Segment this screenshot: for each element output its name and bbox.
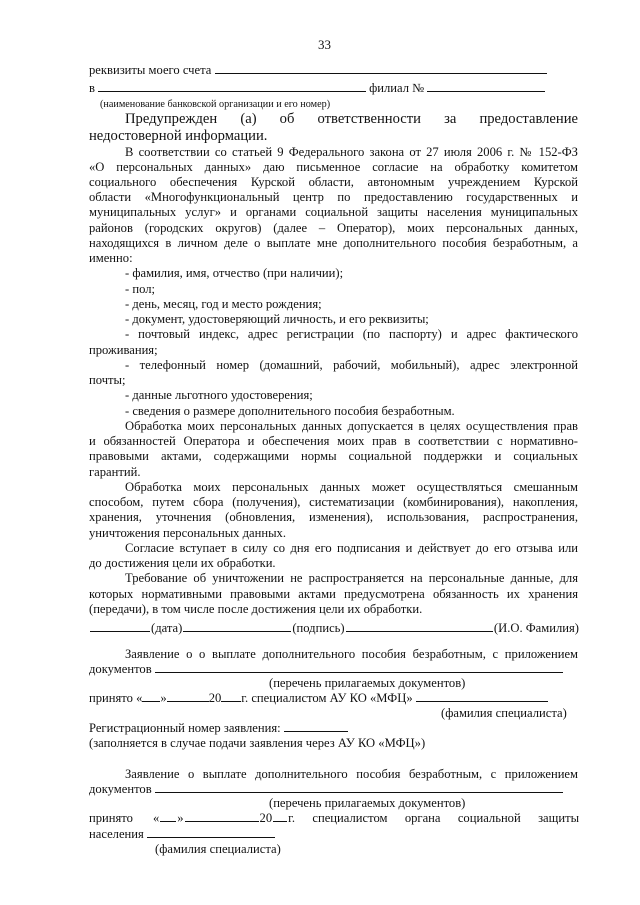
receipt1-spec-caption: (фамилия специалиста) [441,706,567,720]
consent-line: до достижения цели их обработки. [89,556,276,570]
consent-list-item: проживания; [89,343,158,357]
consent-line: «О персональных данных» даю письменное согласие на обработку комитетом [89,160,578,174]
consent-line: Обработка моих персональных данных может осуществляться смешанным [125,480,578,494]
consent-list-item: - пол; [125,282,155,296]
receipt2-docs-label: документов [89,782,152,796]
page-number: 33 [318,37,331,52]
warning-line-2: недостоверной информации. [89,128,268,144]
receipt2-accepted-label: принято [89,811,133,825]
quote-open: « [136,691,143,705]
specialist-word: специалистом [312,811,388,825]
consent-line: районов (городских округов) (далее – Оператор), моих персональных данных, [89,221,578,235]
consent-line: Согласие вступает в силу со дня его подписания и действует до его отзыва или [125,541,578,555]
receipt1-docs-caption: (перечень прилагаемых документов) [269,676,466,690]
consent-line: и обязанностей Оператора и обеспечения моих прав в соответствии с нормативно- [89,434,578,448]
signature-caption: (подпись) [292,621,345,635]
receipt2-accepted-line [89,811,579,826]
reg-note: (заполняется в случае подачи заявления через АУ КО «МФЦ») [89,736,426,750]
bank-prefix: в [89,81,95,95]
reg-number-label: Регистрационный номер заявления: [89,721,281,735]
consent-list-item: - день, месяц, год и место рождения; [125,297,322,311]
account-label: реквизиты моего счета [89,63,212,77]
year-prefix: 20 [208,691,222,705]
consent-list-item: - данные льготного удостоверения; [125,388,313,402]
receipt1-specialist-label: г. специалистом АУ КО «МФЦ» [241,691,413,705]
consent-line: находящихся в личном деле о выплате мне дополнительного пособия безработным, а [89,236,578,250]
consent-line: гарантий. [89,465,141,479]
population-label: населения [89,827,144,841]
consent-line: (передачи), в том числе после достижения цели их обработки. [89,602,423,616]
quote-open: « [152,811,160,825]
receipt2-population-line [89,827,578,842]
consent-line: именно: [89,251,133,265]
organ-word: органа [404,811,441,825]
receipt2-title: Заявление о выплате дополнительного пособия безработным, с приложением [125,767,578,781]
consent-line: Обработка моих персональных данных допускается в целях осуществления прав [125,419,578,433]
consent-list-item: - документ, удостоверяющий личность, и его реквизиты; [125,312,429,326]
consent-line: области «Многофункциональный центр по предоставлению государственных и [89,190,578,204]
receipt1-accepted-label: принято [89,691,133,705]
consent-line: В соответствии со статьей 9 Федерального закона от 27 июля 2006 г. № 152-ФЗ [125,145,578,159]
warning-line-1: Предупрежден (а) об ответственности за предоставление [125,111,578,127]
receipt1-reg-line [89,721,578,736]
consent-line: которых нормативными правовыми актами предусмотрена обязанность их хранения [89,587,578,601]
consent-line: способом, путем сбора (получения), систематизации (комбинирования), накопления, [89,495,578,509]
year-prefix: 20 [259,811,273,825]
protection-word: защиты [538,811,580,825]
consent-list-item: - телефонный номер (домашний, рабочий, мобильный), адрес электронной [125,358,578,372]
year-suffix: г. [288,811,296,825]
quote-close: » [177,811,184,825]
account-line [89,63,578,78]
receipt1-accepted-line [89,691,578,706]
social-word: социальной [457,811,521,825]
consent-line: правовыми актами, содержащими нормы социальной поддержки и социальных [89,449,578,463]
consent-list-item: - сведения о размере дополнительного пособия безработным. [125,404,455,418]
consent-line: Требование об уничтожении не распространяется на персональные данные, для [125,571,578,585]
branch-label: филиал № [369,81,425,95]
consent-list-item: почты; [89,373,126,387]
receipt1-title: Заявление о о выплате дополнительного пособия безработным, с приложением [125,647,578,661]
receipt1-docs-label: документов [89,662,152,676]
receipt1-docs-line [89,662,578,677]
consent-line: уничтожения персональных данных. [89,526,286,540]
quote-close: » [160,691,167,705]
date-caption: (дата) [151,621,183,635]
bank-line [89,81,578,96]
receipt2-spec-caption: (фамилия специалиста) [155,842,281,856]
bank-caption: (наименование банковской организации и его номер) [100,99,331,110]
receipt2-docs-caption: (перечень прилагаемых документов) [269,796,466,810]
consent-list-item: - почтовый индекс, адрес регистрации (по паспорту) и адрес фактического [125,327,578,341]
consent-line: социального обеспечения Курской области, автономным учреждением Курской [89,175,578,189]
consent-line: хранения, уточнения (обновления, изменения), использования, распространения, [89,510,578,524]
receipt2-docs-line [89,782,578,797]
consent-list-item: - фамилия, имя, отчество (при наличии); [125,266,344,280]
signature-row [89,621,579,636]
name-caption: (И.О. Фамилия) [493,621,579,635]
consent-line: муниципальных услуг» и органами социальной защиты населения муниципальных [89,205,578,219]
